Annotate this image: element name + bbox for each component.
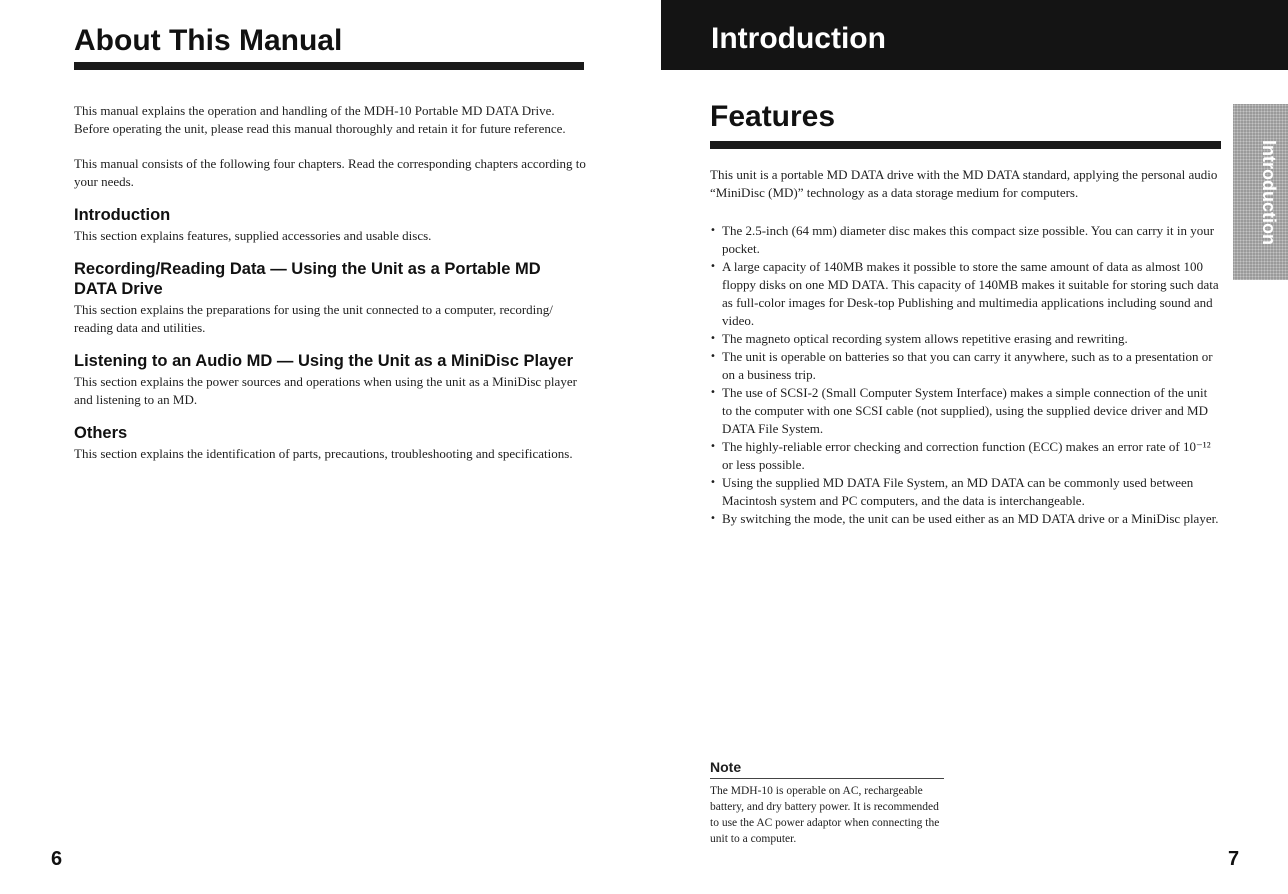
- list-item: [710, 348, 1220, 384]
- note-box: [710, 758, 944, 847]
- feature-text: The 2.5-inch (64 mm) diameter disc makes this compact size possible. You can carry it in your pocket.: [722, 223, 1215, 256]
- right-page: [644, 0, 1288, 894]
- section-heading: Introduction: [74, 206, 171, 224]
- bullet-icon: •: [710, 333, 716, 344]
- section-heading: Others: [74, 424, 128, 442]
- section-heading: Listening to an Audio MD — Using the Unit as a MiniDisc Player: [74, 352, 574, 370]
- bullet-icon: •: [710, 225, 716, 236]
- section-text: This section explains features, supplied accessories and usable discs.: [74, 228, 432, 243]
- about-manual-title: About This Manual: [74, 24, 343, 57]
- features-intro: This unit is a portable MD DATA drive with the MD DATA standard, applying the personal audio “MiniDisc (MD)” technology as a data storage medium for computers.: [710, 167, 1218, 200]
- section-others: [74, 423, 586, 463]
- chapter-header-bar: [661, 0, 1288, 70]
- feature-text: Using the supplied MD DATA File System, an MD DATA can be commonly used between Macintosh system and PC computers, and the data is interchangeable.: [722, 475, 1194, 508]
- feature-text: The unit is operable on batteries so that you can carry it anywhere, such as to a presentation or on a business trip.: [722, 349, 1213, 382]
- section-recording-reading: [74, 259, 586, 337]
- right-content: [710, 166, 1220, 528]
- list-item: [710, 510, 1220, 528]
- list-item: [710, 384, 1220, 438]
- intro-paragraph-2: This manual consists of the following four chapters. Read the corresponding chapters according to your needs.: [74, 156, 586, 189]
- list-item: [710, 474, 1220, 510]
- bullet-icon: •: [710, 261, 716, 272]
- intro-paragraph-1: This manual explains the operation and handling of the MDH-10 Portable MD DATA Drive. Before operating the unit, please read this manual thoroughly and retain it for future reference.: [74, 103, 566, 136]
- feature-text: A large capacity of 140MB makes it possible to store the same amount of data as almost 100 floppy disks on one MD DATA. This capacity of 140MB makes it suitable for storing such data as full-color images for Desk-top Publishing and multimedia applications including sound and video.: [722, 259, 1219, 328]
- feature-text: By switching the mode, the unit can be used either as an MD DATA drive or a MiniDisc player.: [722, 511, 1219, 526]
- bullet-icon: •: [710, 441, 716, 452]
- feature-text: The magneto optical recording system allows repetitive erasing and rewriting.: [722, 331, 1128, 346]
- left-content: [74, 102, 586, 463]
- bullet-icon: •: [710, 477, 716, 488]
- bullet-icon: •: [710, 513, 716, 524]
- side-chapter-tab: [1233, 104, 1288, 280]
- side-tab-label: Introduction: [1259, 140, 1279, 245]
- features-list: [710, 222, 1220, 528]
- feature-text: The use of SCSI-2 (Small Computer System Interface) makes a simple connection of the unit to the computer with one SCSI cable (not supplied), using the supplied device driver and MD DATA File System.: [722, 385, 1208, 436]
- section-heading: Recording/Reading Data — Using the Unit as a Portable MD DATA Drive: [74, 260, 541, 298]
- section-introduction: [74, 205, 586, 245]
- section-text: This section explains the identification of parts, precautions, troubleshooting and specifications.: [74, 446, 573, 461]
- section-listening-audio: [74, 351, 586, 409]
- list-item: [710, 330, 1220, 348]
- page-number-right: 7: [1228, 848, 1240, 870]
- note-title: Note: [710, 758, 944, 779]
- chapter-title: Introduction: [711, 22, 886, 55]
- list-item: [710, 222, 1220, 258]
- page-number-left: 6: [51, 848, 63, 870]
- note-text: The MDH-10 is operable on AC, rechargeable battery, and dry battery power. It is recommended to use the AC power adaptor when connecting the unit to a computer.: [710, 785, 940, 845]
- title-rule: [74, 62, 584, 70]
- bullet-icon: •: [710, 351, 716, 362]
- section-text: This section explains the preparations for using the unit connected to a computer, recording/ reading data and utilities.: [74, 302, 553, 335]
- section-text: This section explains the power sources and operations when using the unit as a MiniDisc player and listening to an MD.: [74, 374, 577, 407]
- list-item: [710, 258, 1220, 330]
- bullet-icon: •: [710, 387, 716, 398]
- features-title: Features: [710, 100, 836, 133]
- feature-text: The highly-reliable error checking and correction function (ECC) makes an error rate of 10⁻¹² or less possible.: [722, 439, 1211, 472]
- title-rule: [710, 141, 1221, 149]
- list-item: [710, 438, 1220, 474]
